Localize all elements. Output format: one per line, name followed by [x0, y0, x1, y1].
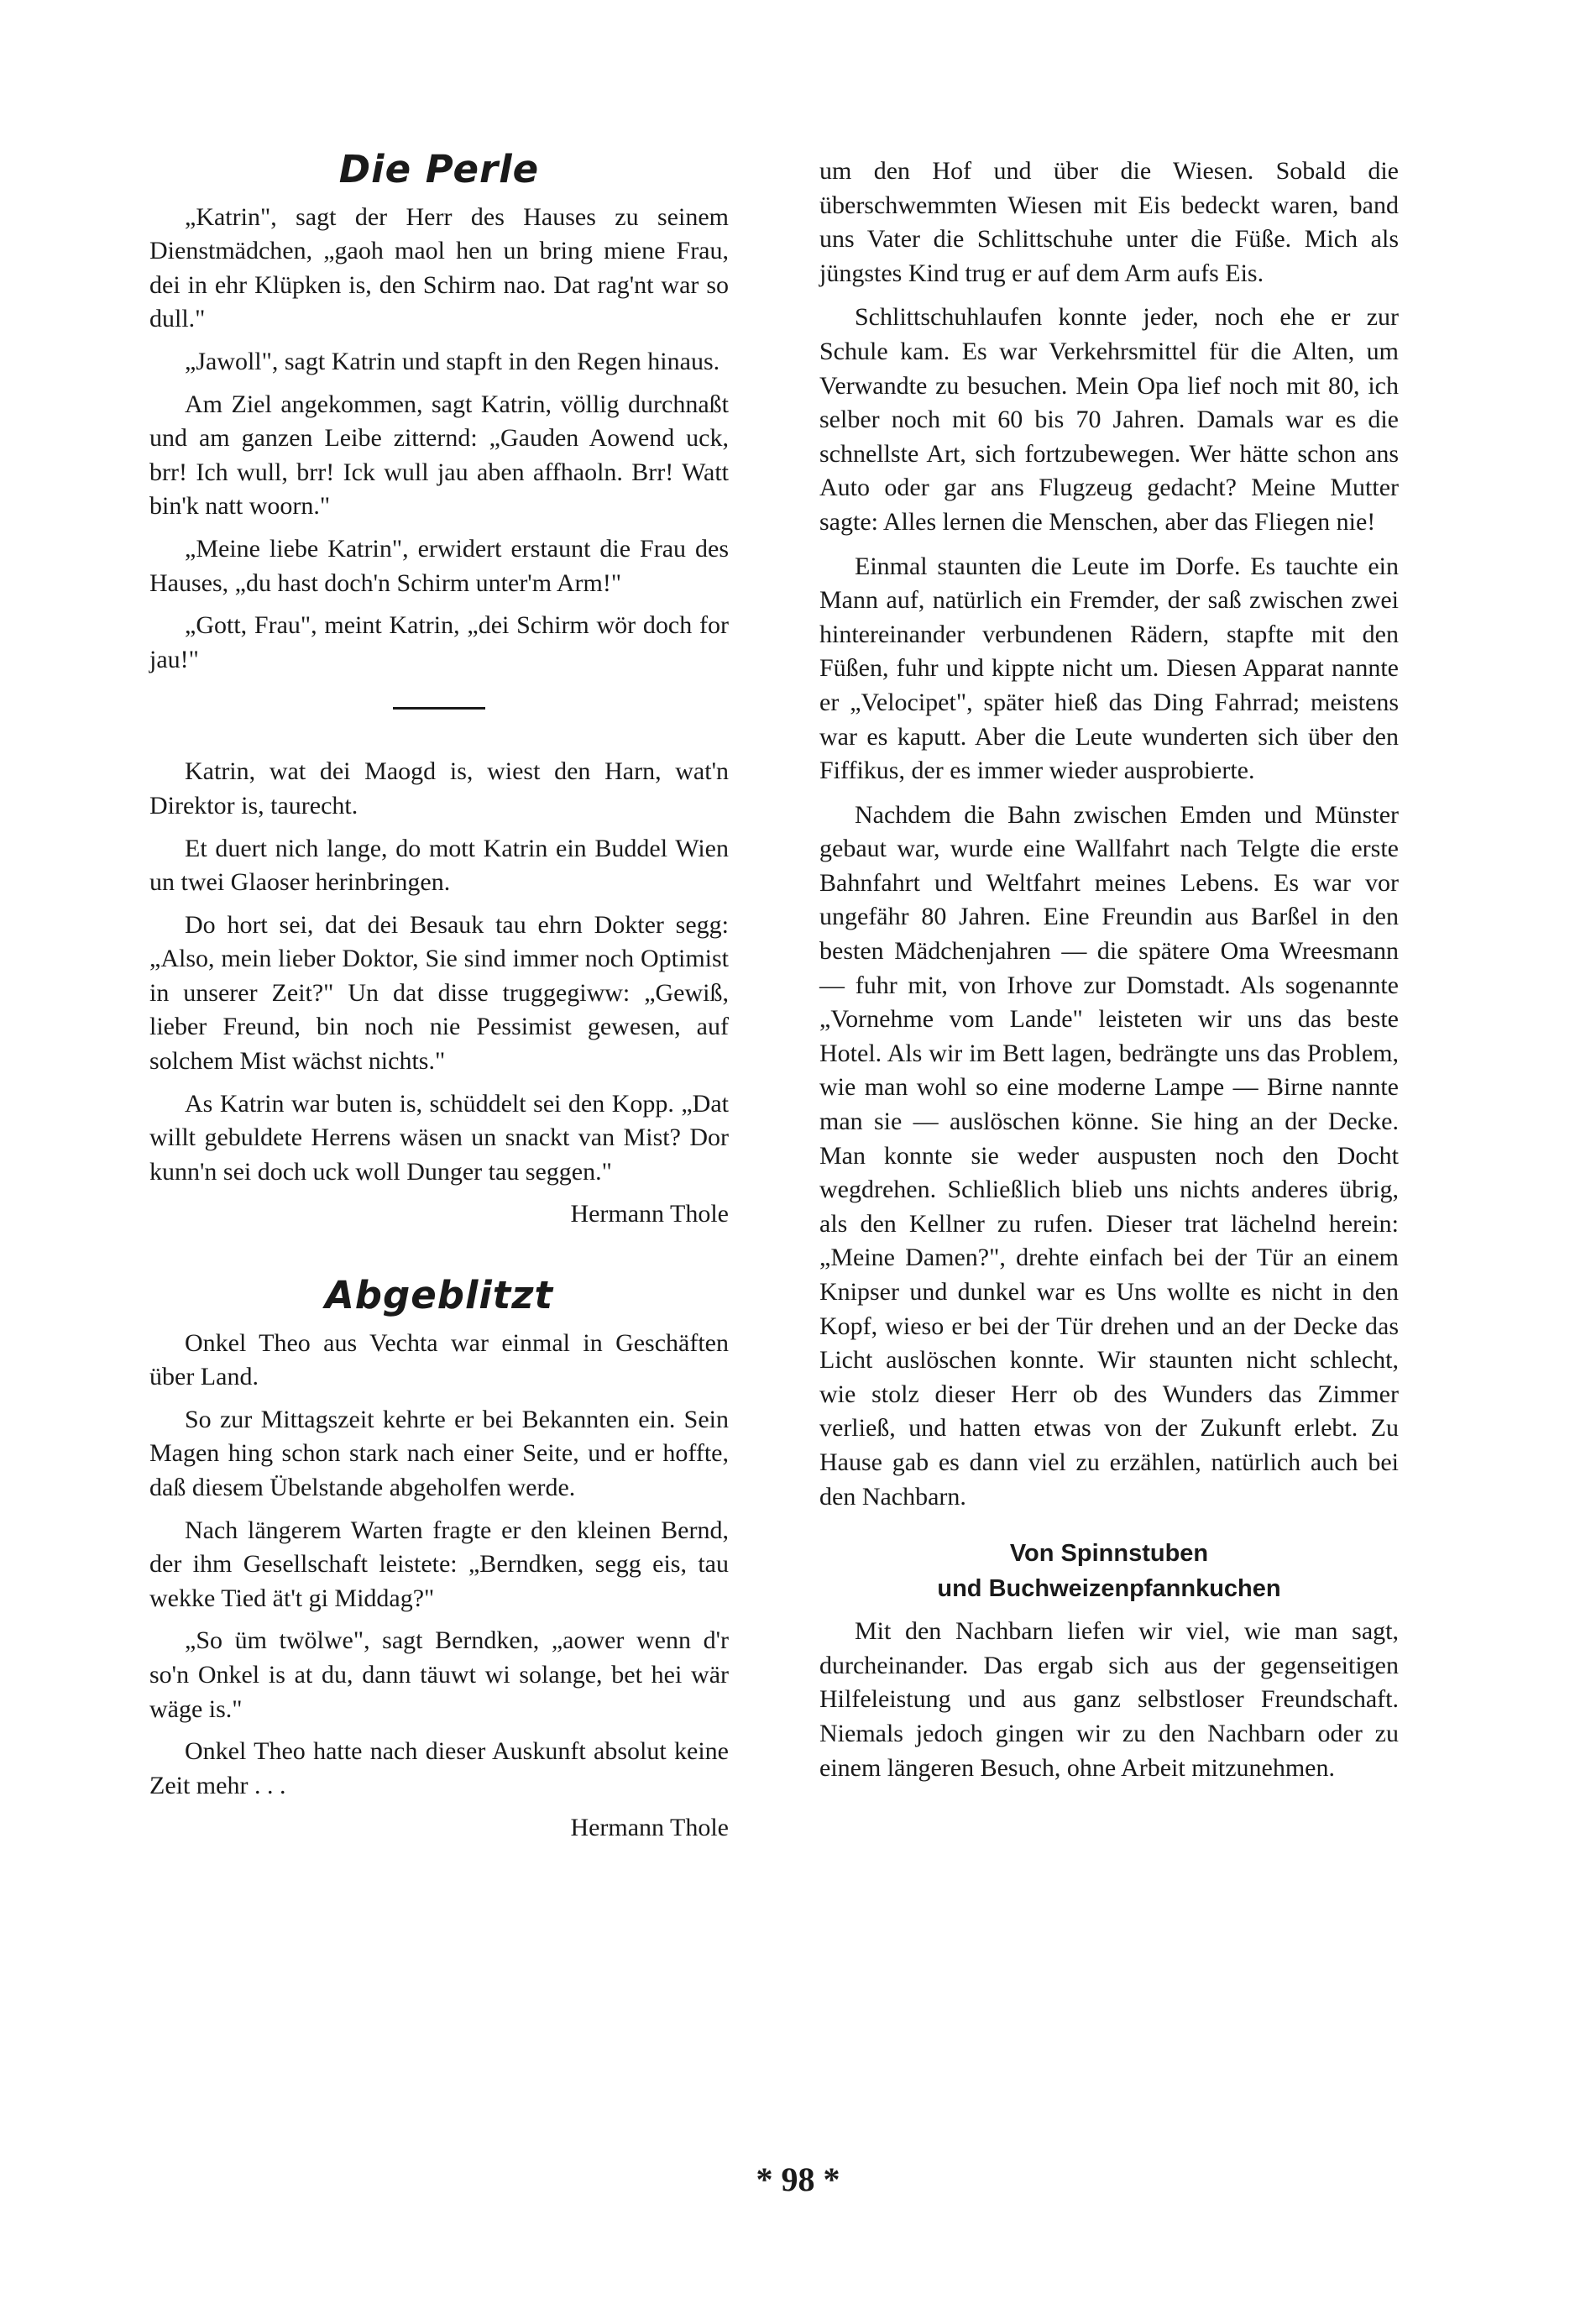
- story2-paragraph-3: Nach längerem Warten fragte er den kleinen Bernd, der ihm Gesellschaft leistete: „Berndken, segg eis, tau wekke Tied ät't gi Middag?": [149, 1516, 729, 1612]
- subheading-line-1: Von Spinnstuben: [1009, 1540, 1209, 1568]
- story1-paragraph-4: „Meine liebe Katrin", erwidert erstaunt die Frau des Hauses, „du hast doch'n Schirm unter'm Arm!": [149, 534, 729, 597]
- story2-paragraph-2: So zur Mittagszeit kehrte er bei Bekannten ein. Sein Magen hing schon stark nach einer Seite, und er hoffte, daß diesem Übelstande abgeholfen werde.: [149, 1405, 729, 1501]
- story1-paragraph-9: As Katrin war buten is, schüddelt sei den Kopp. „Dat willt gebuldete Herrens wäsen un snackt van Mist? Dor kunn'n sei doch uck woll Dunger tau seggen.": [149, 1089, 729, 1186]
- story2-paragraph-4: „So üm twölwe", sagt Berndken, „aower wenn d'r so'n Onkel is at du, dann täuwt wi solange, bet hei wär wäge is.": [149, 1626, 729, 1723]
- right-paragraph-4: Nachdem die Bahn zwischen Emden und Münster gebaut war, wurde eine Wallfahrt nach Telgte die erste Bahnfahrt und Weltfahrt meines Lebens. Es war vor ungefähr 80 Jahren. Eine Freundin aus Barßel in den besten Mädchenjahren — die spätere Oma Wreesmann — fuhr mit, von Irhove zur Domstadt. Als sogenannte „Vornehme vom Lande" leisteten wir uns das beste Hotel. Als wir im Bett lagen, bedrängte uns das Problem, wie man wohl so eine moderne Lampe — Birne nannte man sie — auslöschen könne. Sie hing an der Decke. Man konnte sie weder auspusten noch den Docht wegdrehen. Schließlich blieb uns nichts anderes übrig, als den Kellner zu rufen. Dieser trat lächelnd herein: „Meine Damen?", drehte einfach bei der Tür an einem Knipser und dunkel war es Uns wollte es nicht in den Kopf, wieso er bei der Tür drehen und an der Decke das Licht auslöschen konnte. Wir staunten nicht schlecht, wie stolz dieser Herr ob des Wunders das Zimmer verließ, und hatten etwas von der Zukunft erlebt. Zu Hause gab es dann viel zu erzählen, natürlich auch bei den Nachbarn.: [819, 800, 1399, 1511]
- right-paragraph-1: um den Hof und über die Wiesen. Sobald die überschwemmten Wiesen mit Eis bedeckt waren, band uns Vater die Schlittschuhe unter die Füße. Mich als jüngstes Kind trug er auf dem Arm aufs Eis.: [819, 157, 1399, 287]
- story1-paragraph-5: „Gott, Frau", meint Katrin, „dei Schirm wör doch for jau!": [149, 611, 729, 673]
- subheading-line-2: und Buchweizenpfannkuchen: [937, 1575, 1281, 1603]
- right-final-paragraph: Mit den Nachbarn liefen wir viel, wie man sagt, durcheinander. Das ergab sich aus der gegenseitigen Hilfeleistung und aus ganz selbstloser Freundschaft. Niemals jedoch gingen wir zu den Nachbarn oder zu einem längeren Besuch, ohne Arbeit mitzunehmen.: [819, 1617, 1399, 1782]
- story1-paragraph-1: „Katrin", sagt der Herr des Hauses zu seinem Dienstmädchen, „gaoh maol hen un bring miene Frau, dei in ehr Klüpken is, den Schirm nao. Dat rag'nt war so dull.": [149, 202, 729, 333]
- story-title-abgeblitzt: Abgeblitzt: [324, 1273, 554, 1318]
- right-column: [819, 154, 1399, 1795]
- story1-paragraph-7: Et duert nich lange, do mott Katrin ein Buddel Wien un twei Glaoser herinbringen.: [149, 834, 729, 897]
- page-number: * 98 *: [756, 2160, 840, 2198]
- story2-author: Hermann Thole: [570, 1814, 729, 1842]
- story1-paragraph-2: „Jawoll", sagt Katrin und stapft in den Regen hinaus.: [185, 347, 720, 375]
- section-divider: [393, 707, 485, 710]
- story1-paragraph-3: Am Ziel angekommen, sagt Katrin, völlig durchnaßt und am ganzen Leibe zitternd: „Gauden Aowend uck, brr! Ich wull, brr! Ick wull jau aben affhaoln. Brr! Watt bin'k natt woorn.": [149, 390, 729, 521]
- story1-paragraph-6: Katrin, wat dei Maogd is, wiest den Harn, wat'n Direktor is, taurecht.: [149, 757, 729, 820]
- story2-paragraph-5: Onkel Theo hatte nach dieser Auskunft absolut keine Zeit mehr . . .: [149, 1737, 729, 1799]
- story-title-die-perle: Die Perle: [338, 147, 540, 191]
- story2-paragraph-1: Onkel Theo aus Vechta war einmal in Geschäften über Land.: [149, 1328, 729, 1391]
- right-paragraph-2: Schlittschuhlaufen konnte jeder, noch ehe er zur Schule kam. Es war Verkehrsmittel für die Alten, um Verwandte zu besuchen. Mein Opa lief noch mit 80, ich selber noch mit 60 bis 70 Jahren. Damals war es die schnellste Art, sich fortzubewegen. Wer hätte schon ans Auto oder gar ans Flugzeug gedacht? Meine Mutter sagte: Alles lernen die Menschen, aber das Fliegen nie!: [819, 303, 1399, 536]
- story1-paragraph-8: Do hort sei, dat dei Besauk tau ehrn Dokter segg: „Also, mein lieber Doktor, Sie sind immer noch Optimist in unserer Zeit?" Un dat disse truggegiww: „Gewiß, lieber Freund, bin noch nie Pessimist gewesen, auf solchem Mist wächst nichts.": [149, 910, 729, 1076]
- left-column: [149, 147, 729, 1854]
- story1-author: Hermann Thole: [570, 1200, 729, 1228]
- section-subheading: [819, 1536, 1399, 1606]
- right-paragraph-3: Einmal staunten die Leute im Dorfe. Es tauchte ein Mann auf, natürlich ein Fremder, der saß zwischen zwei hintereinander verbundenen Rädern, stapfte mit den Füßen, fuhr und kippte nicht um. Diesen Apparat nannte er „Velocipet", später hieß das Ding Fahrrad; meistens war es kaputt. Aber die Leute wunderten sich über den Fiffikus, der es immer wieder ausprobierte.: [819, 552, 1399, 785]
